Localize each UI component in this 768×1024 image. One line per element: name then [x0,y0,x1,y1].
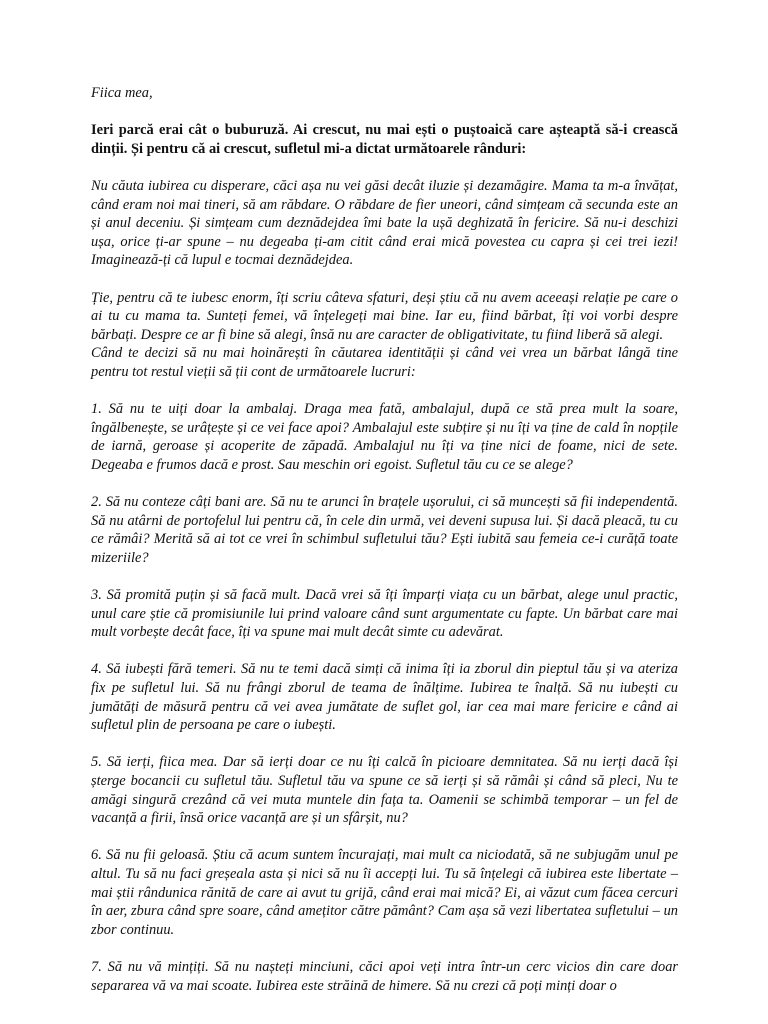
paragraph-point-4: 4. Să iubești fără temeri. Să nu te temi dacă simți că inima îți ia zborul din pieptul tău și va ateriza fix pe sufletul lui. Să nu frângi zborul de teama de înălțime. Iubirea te înalță. Să nu iubești cu jumătăți de măsură pentru că vei avea jumătate de suflet gol, iar cea mai mare fericire e când ai sufletul plin de persoana pe care o iubești. [91,661,678,734]
paragraph-point-1: 1. Să nu te uiți doar la ambalaj. Draga mea fată, ambalajul, după ce stă prea mult la soare, îngălbenește, se urâțește și ce vei face apoi? Ambalajul este subțire și nu îți va ține de cald în nopțile de iarnă, geroase și acoperite de zăpadă. Ambalajul nu îți va ține nici de foame, nici de sete. Degeaba e frumos dacă e prost. Sau meschin ori egoist. Sufletul tău cu ce se alege? [91,401,678,473]
salutation: Fiica mea, [91,85,153,101]
paragraph-point-5: 5. Să ierți, fiica mea. Dar să ierți doar ce nu îți calcă în picioare demnitatea. Să nu ierți dacă își șterge bocancii cu sufletul tău. Sufletul tău va spune ce să ierți și să rămâi și când să pleci, Nu te amăgi singură crezând că vei muta muntele din fața ta. Oamenii se schimbă temporar – un fel de vacanță a firii, însă orice vacanță are și un sfârșit, nu? [91,754,678,827]
letter-body [91,84,678,995]
paragraph-point-6: 6. Să nu fii geloasă. Știu că acum suntem încurajați, mai mult ca niciodată, să ne subjugăm unul pe altul. Tu să nu faci greșeala asta și nici să nu îi accepți lui. Tu să înțelegi că iubirea este libertate – mai știi rândunica rănită de care ai avut tu grijă, când erai mai mică? Ei, ai văzut cum făcea cercuri în aer, zbura când spre soare, când amețitor către pământ? Cam așa să vezi libertatea sufletului – un zbor continuu. [91,847,678,938]
paragraph-point-2: 2. Să nu conteze câți bani are. Să nu te arunci în brațele ușorului, ci să muncești să fii independentă. Să nu atârni de portofelul lui pentru că, în cele din urmă, vei deveni supusa lui. Și dacă pleacă, tu cu ce rămâi? Merită să ai tot ce vrei în schimbul sufletului tău? Ești iubită sau femeia ce-i curăță toate mizeriile? [91,494,678,566]
paragraph-point-3: 3. Să promită puțin și să facă mult. Dacă vrei să îți împarți viața cu un bărbat, alege unul practic, unul care știe că promisiunile lui prind valoare când sunt argumentate cu fapte. Un bărbat care mai mult vorbește decât face, îți va spune mai mult decât simte cu adevărat. [91,587,678,641]
paragraph-hope: Nu căuta iubirea cu disperare, căci așa nu vei găsi decât iluzie și dezamăgire. Mama ta m-a învățat, când eram noi mai tineri, să am răbdare. O răbdare de fier uneori, când simțeam că secunda este an și anul deceniu. Și simțeam cum deznădejdea îmi bate la ușă deghizată în fericire. Să nu-i deschizi ușa, orice ți-ar spune – nu degeaba ți-am citit când erai mică povestea cu capra și cei trei iezi! Imaginează-ți că lupul e tocmai deznădejdea. [91,177,678,269]
paragraph-point-7: 7. Să nu vă mințiți. Să nu nașteți minciuni, căci apoi veți intra într-un cerc vicios din care doar separarea vă va mai scoate. Iubirea este străină de himere. Să nu crezi că poți minți doar o [91,958,678,994]
paragraph-advice-intro: Ție, pentru că te iubesc enorm, îți scriu câteva sfaturi, deși știu că nu avem aceeași relație pe care o ai tu cu mama ta. Sunteți femei, vă înțelegeți mai bine. Iar eu, fiind bărbat, îți voi vorbi despre bărbați. Despre ce ar fi bine să alegi, însă nu are caracter de obligativitate, tu fiind liberă să alegi. Când te decizi să nu mai hoinărești în căutarea identității și când vei vrea un bărbat lângă tine pentru tot restul vieții să ții cont de următoarele lucruri: [91,289,678,380]
intro-paragraph: Ieri parcă erai cât o buburuză. Ai crescut, nu mai ești o puștoaică care așteaptă să-i crească dinții. Și pentru că ai crescut, sufletul mi-a dictat următoarele rânduri: [91,122,678,157]
